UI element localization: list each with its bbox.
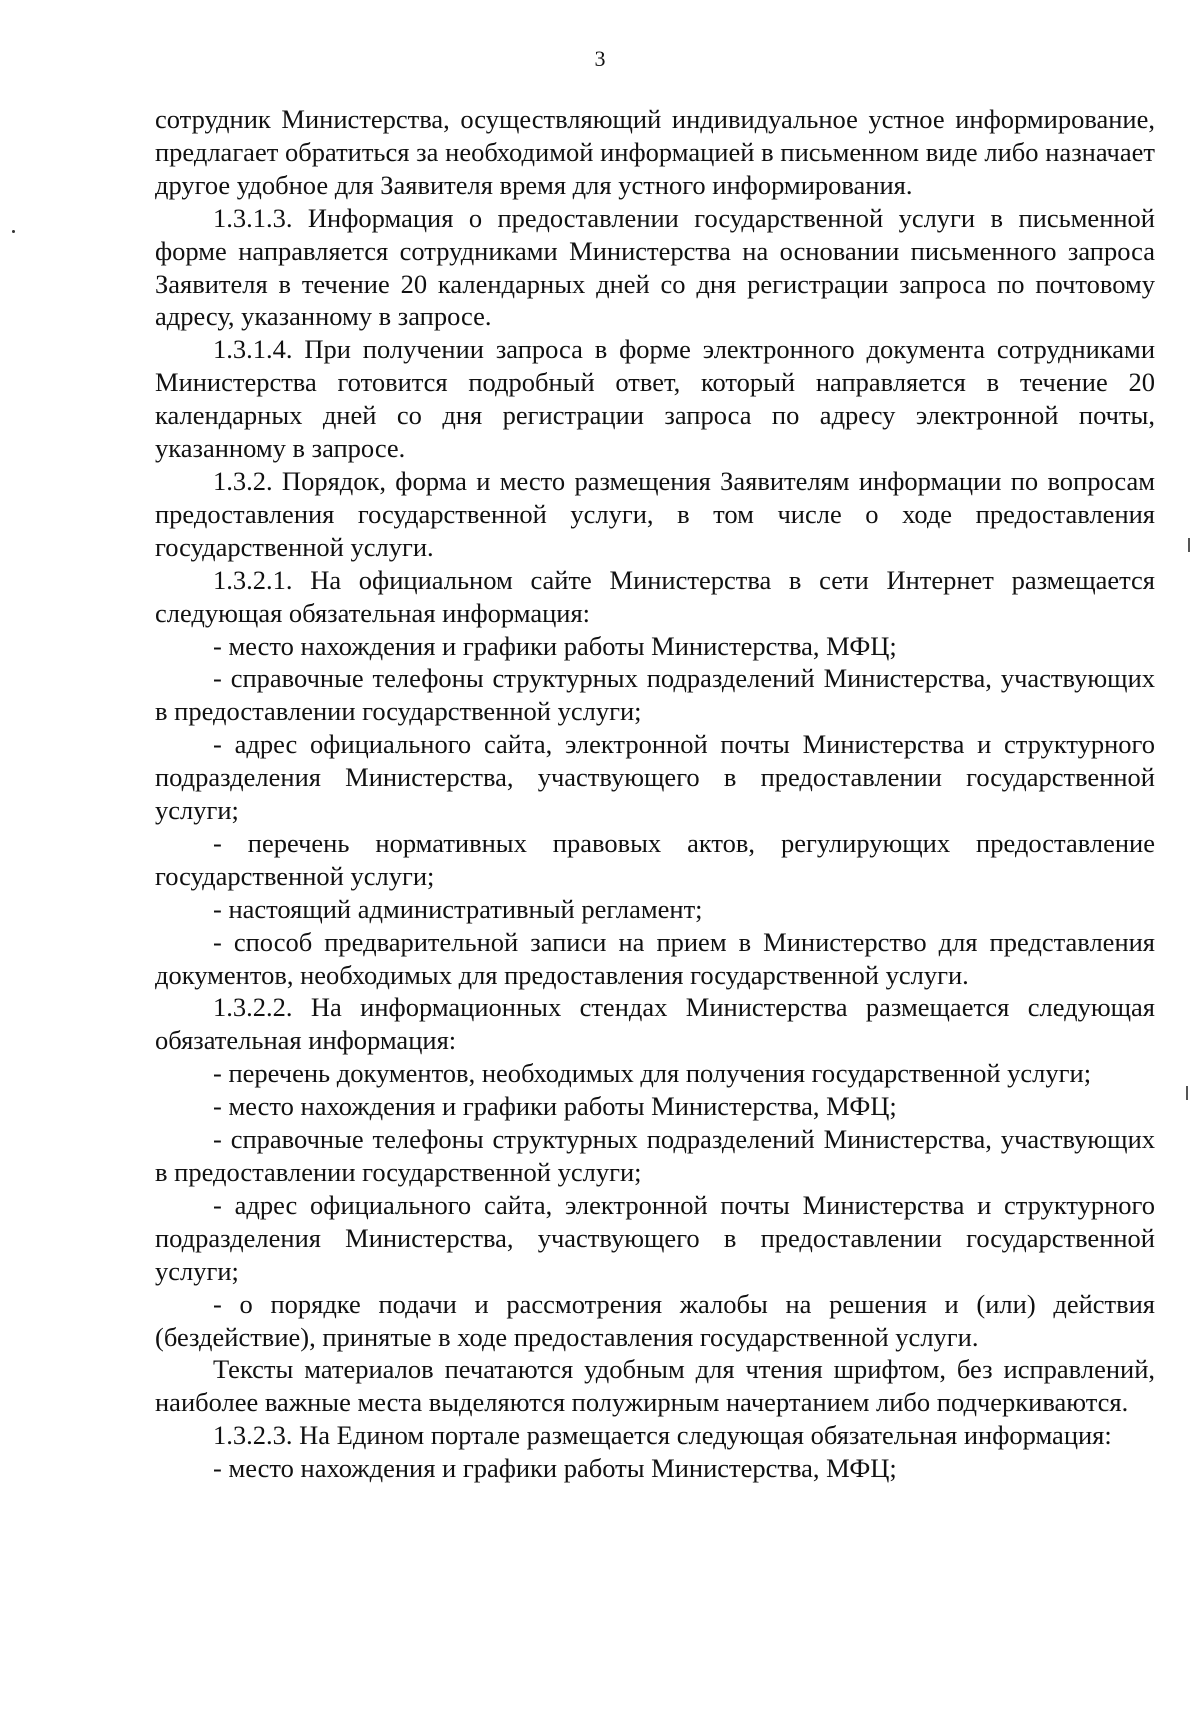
scan-mark [1186, 1086, 1188, 1100]
list-item: - место нахождения и графики работы Министерства, МФЦ; [213, 1453, 897, 1484]
list-item: - перечень нормативных правовых актов, регулирующих предоставление государственной услуги; [155, 827, 1155, 891]
list-item: - способ предварительной записи на прием в Министерство для представления документов, необходимых для предоставления государственной услуги. [155, 926, 1155, 990]
paragraph-1-3-2-2: 1.3.2.2. На информационных стендах Министерства размещается следующая обязательная информация: [155, 992, 1155, 1056]
list-item: - справочные телефоны структурных подразделений Министерства, участвующих в предоставлении государственной услуги; [155, 663, 1155, 727]
paragraph-1-3-1-3: 1.3.1.3. Информация о предоставлении государственной услуги в письменной форме направляется сотрудниками Министерства на основании письменного запроса Заявителя в течение 20 календарных дней со дня регистрации запроса по почтовому адресу, указанному в запросе. [155, 202, 1155, 332]
paragraph-continuation: сотрудник Министерства, осуществляющий индивидуальное устное информирование, предлагает обратиться за необходимой информацией в письменном виде либо назначает другое удобное для Заявителя время для устного информирования. [155, 104, 1155, 200]
list-item: - место нахождения и графики работы Министерства, МФЦ; [213, 1091, 897, 1122]
paragraph-1-3-2: 1.3.2. Порядок, форма и место размещения Заявителям информации по вопросам предоставления государственной услуги, в том числе о ходе предоставления государственной услуги. [155, 465, 1155, 562]
document-body [155, 103, 1155, 1485]
paragraph-texts-materials: Тексты материалов печатаются удобным для чтения шрифтом, без исправлений, наиболее важные места выделяются полужирным начертанием либо подчеркиваются. [155, 1354, 1155, 1418]
list-item: - перечень документов, необходимых для получения государственной услуги; [213, 1058, 1092, 1089]
page-number: 3 [594, 46, 606, 71]
list-item: - справочные телефоны структурных подразделений Министерства, участвующих в предоставлении государственной услуги; [155, 1124, 1155, 1187]
paragraph-1-3-1-4: 1.3.1.4. При получении запроса в форме электронного документа сотрудниками Министерства готовится подробный ответ, который направляется в течение 20 календарных дней со дня регистрации запроса по адресу электронной почты, указанному в запросе. [155, 334, 1155, 464]
list-item: - адрес официального сайта, электронной почты Министерства и структурного подразделения Министерства, участвующего в предоставлении государственной услуги; [155, 1189, 1155, 1286]
list-item: - место нахождения и графики работы Министерства, МФЦ; [213, 630, 897, 661]
list-item: - настоящий административный регламент; [213, 893, 703, 924]
scan-dot [12, 230, 15, 233]
list-item: - о порядке подачи и рассмотрения жалобы на решения и (или) действия (бездействие), принятые в ходе предоставления государственной услуги. [155, 1288, 1155, 1352]
paragraph-1-3-2-3: 1.3.2.3. На Едином портале размещается следующая обязательная информация: [213, 1420, 1112, 1451]
paragraph-1-3-2-1: 1.3.2.1. На официальном сайте Министерства в сети Интернет размещается следующая обязательная информация: [155, 564, 1155, 628]
scan-mark [1188, 538, 1190, 552]
list-item: - адрес официального сайта, электронной почты Министерства и структурного подразделения Министерства, участвующего в предоставлении государственной услуги; [155, 729, 1155, 826]
